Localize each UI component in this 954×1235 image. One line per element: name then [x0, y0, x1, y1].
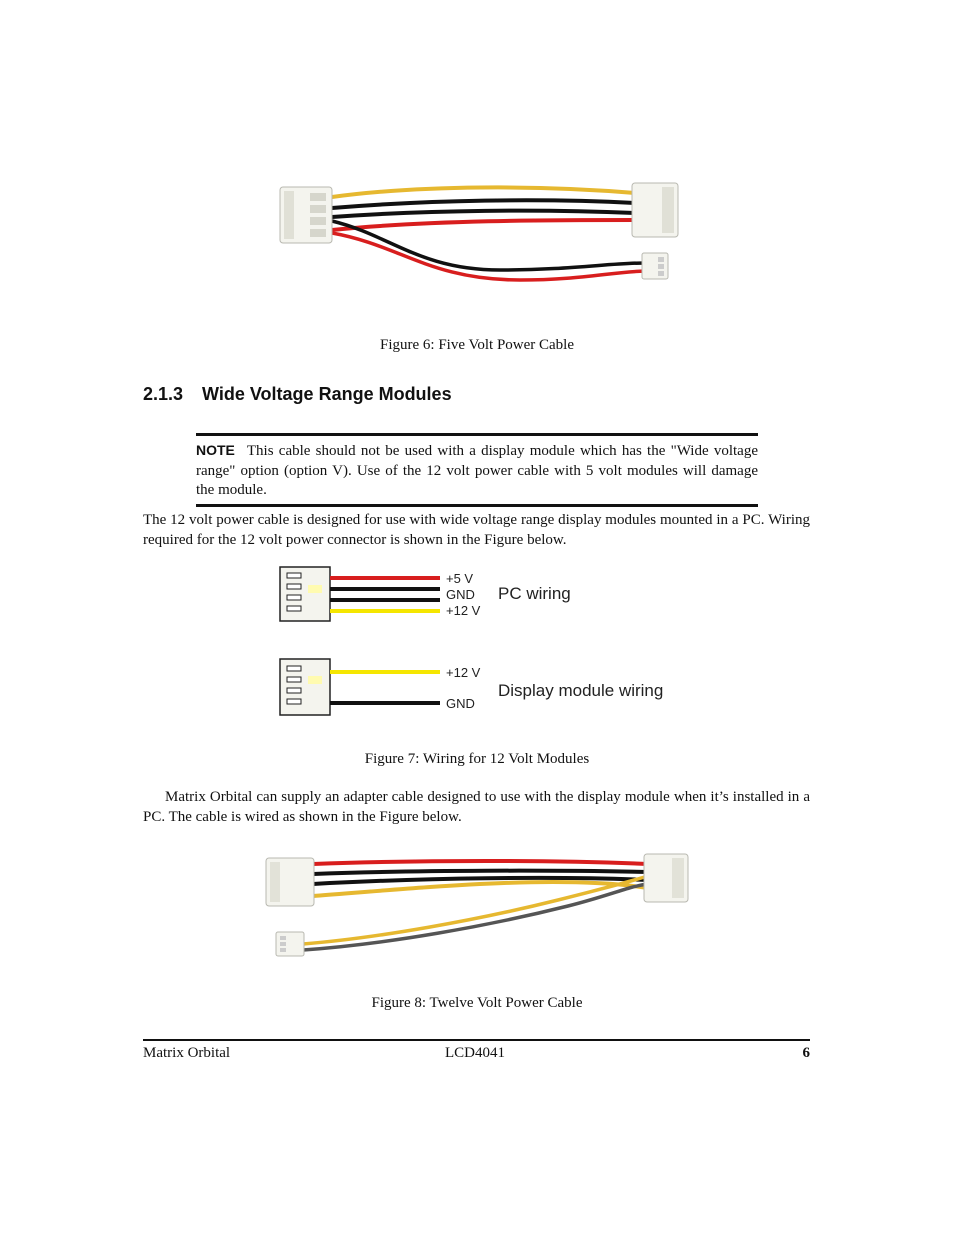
- note-text: This cable should not be used with a display module which has the "Wide voltage range" option (option V). Use of the 12 volt power cable with 5 volt modules will damage the module.: [196, 443, 758, 498]
- five-volt-cable-image: [270, 175, 690, 290]
- note-label: NOTE: [196, 442, 235, 458]
- pc-label-gnd: GND: [446, 587, 475, 602]
- figure-8-caption: Figure 8: Twelve Volt Power Cable: [371, 995, 583, 1011]
- module-wiring-title: Display module wiring: [498, 681, 664, 700]
- figure-6-caption: Figure 6: Five Volt Power Cable: [379, 337, 575, 353]
- module-label-gnd: GND: [446, 696, 475, 711]
- twelve-volt-cable-image: [258, 850, 708, 962]
- footer-rule: [143, 1039, 810, 1041]
- section-title: Wide Voltage Range Modules: [202, 384, 452, 404]
- footer-company: Matrix Orbital: [143, 1045, 231, 1061]
- paragraph-12v-cable: The 12 volt power cable is designed for use with wide voltage range display modules mounted in a PC. Wiring required for the 12 volt power connector is shown in the Figure below.: [143, 512, 810, 548]
- pc-label-12v: +12 V: [446, 603, 481, 618]
- figure-7-caption: Figure 7: Wiring for 12 Volt Modules: [364, 751, 590, 767]
- paragraph-adapter-cable: Matrix Orbital can supply an adapter cable designed to use with the display module when it’s installed in a PC. The cable is wired as shown in the Figure below.: [143, 789, 810, 825]
- footer-page-number: 6: [802, 1045, 810, 1061]
- footer-model: LCD4041: [445, 1045, 505, 1061]
- module-label-12v: +12 V: [446, 665, 481, 680]
- pc-wiring-title: PC wiring: [498, 584, 571, 603]
- wiring-diagram: [278, 563, 688, 719]
- section-heading: [143, 384, 452, 405]
- pc-connector: [280, 567, 330, 621]
- note-box: [196, 433, 758, 507]
- section-number: 2.1.3: [143, 384, 184, 404]
- pc-label-5v: +5 V: [446, 571, 474, 586]
- module-connector: [280, 659, 330, 715]
